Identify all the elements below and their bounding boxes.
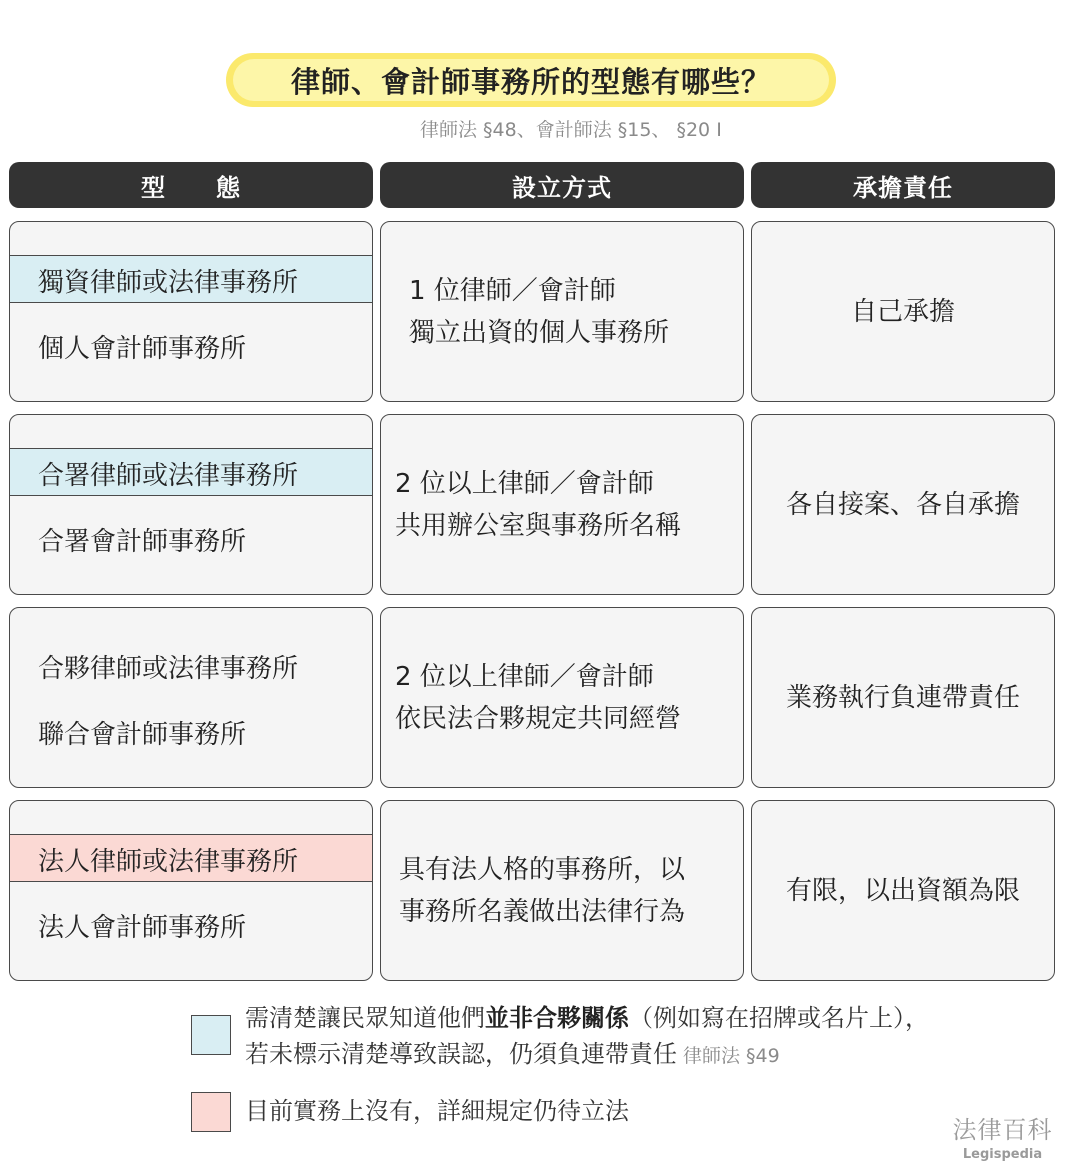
legend-pink-text: 目前實務上沒有，詳細規定仍待立法 <box>245 1097 629 1125</box>
liability-cell <box>751 800 1055 981</box>
liability-text: 各自接案、各自承擔 <box>785 489 1020 520</box>
setup-line: 具有法人格的事務所，以 <box>399 854 686 885</box>
liability-text: 自己承擔 <box>850 296 955 327</box>
law-reference: 律師法 §48、會計師法 §15、 §20 I <box>420 119 722 141</box>
setup-line: 共用辦公室與事務所名稱 <box>395 510 682 541</box>
type-cell <box>9 414 373 595</box>
setup-cell <box>380 414 744 595</box>
liability-cell <box>751 607 1055 788</box>
liability-cell <box>751 414 1055 595</box>
setup-line: 依民法合夥規定共同經營 <box>395 703 682 734</box>
setup-line: 2 位以上律師／會計師 <box>395 468 654 499</box>
legend-swatch-blue <box>191 1015 231 1055</box>
type-accountant: 聯合會計師事務所 <box>38 720 247 750</box>
page-title: 律師、會計師事務所的型態有哪些？ <box>233 59 829 101</box>
liability-text: 業務執行負連帶責任 <box>785 682 1020 713</box>
liability-text: 有限，以出資額為限 <box>785 875 1020 906</box>
type-lawyer: 合夥律師或法律事務所 <box>38 654 299 684</box>
header-type: 型 態 <box>9 162 373 208</box>
type-lawyer: 合署律師或法律事務所 <box>38 461 299 491</box>
legend-blue-line1: 需清楚讓民眾知道他們並非合夥關係（例如寫在招牌或名片上）， <box>245 1004 929 1032</box>
setup-line: 事務所名義做出法律行為 <box>399 896 686 927</box>
setup-line: 2 位以上律師／會計師 <box>395 661 654 692</box>
type-accountant: 個人會計師事務所 <box>38 334 247 364</box>
legend-blue-text <box>245 1000 929 1074</box>
type-cell <box>9 800 373 981</box>
type-accountant: 法人會計師事務所 <box>38 913 247 943</box>
setup-cell <box>380 607 744 788</box>
header-liability: 承擔責任 <box>751 162 1055 208</box>
legend-bold-phrase: 並非合夥關係 <box>485 1004 629 1032</box>
liability-cell <box>751 221 1055 402</box>
setup-line: 獨立出資的個人事務所 <box>409 317 670 348</box>
brand-name-en: Legispedia <box>962 1147 1043 1162</box>
setup-cell <box>380 800 744 981</box>
legend-blue-line2: 若未標示清楚導致誤認，仍須負連帶責任 律師法 §49 <box>245 1040 780 1068</box>
type-cell <box>9 607 373 788</box>
legend-swatch-pink <box>191 1092 231 1132</box>
header-setup: 設立方式 <box>380 162 744 208</box>
type-cell <box>9 221 373 402</box>
title-banner <box>226 53 836 107</box>
brand-name-cn: 法律百科 <box>952 1116 1053 1144</box>
type-lawyer: 法人律師或法律事務所 <box>38 847 299 877</box>
setup-cell <box>380 221 744 402</box>
setup-line: 1 位律師／會計師 <box>409 275 616 306</box>
type-lawyer: 獨資律師或法律事務所 <box>38 268 299 298</box>
brand-logo <box>950 1110 1055 1162</box>
legend-law-ref: 律師法 §49 <box>683 1045 780 1067</box>
type-accountant: 合署會計師事務所 <box>38 527 247 557</box>
